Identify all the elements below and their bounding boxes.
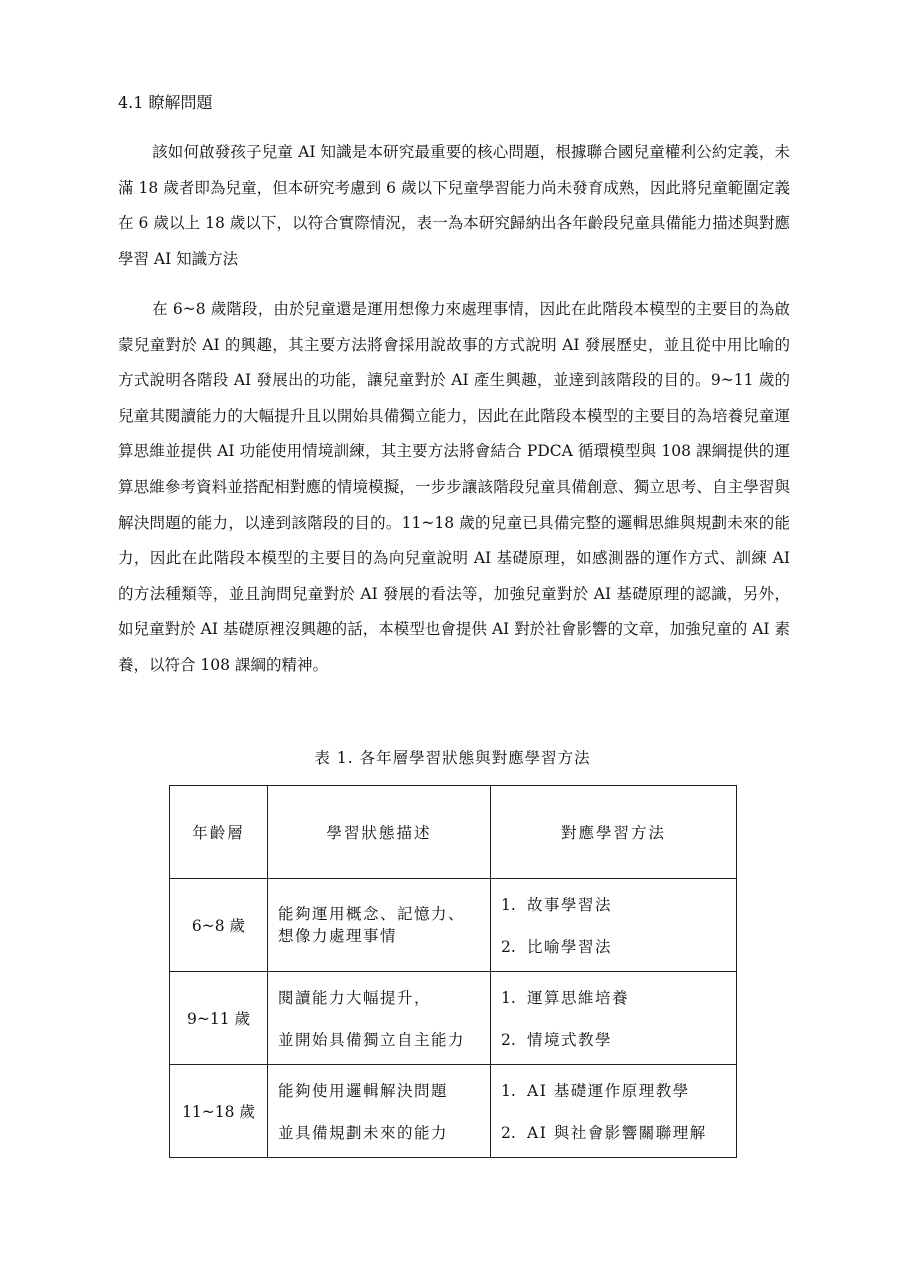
section-heading: 4.1 瞭解問題 <box>118 93 213 112</box>
age-cell: 9~11 歲 <box>170 972 268 1065</box>
methods-cell <box>491 1065 737 1158</box>
method-item: 2. 比喻學習法 <box>501 938 613 956</box>
header-methods: 對應學習方法 <box>491 786 737 879</box>
paragraph-intro-text: 該如何啟發孩子兒童 AI 知識是本研究最重要的核心問題，根據聯合國兒童權利公約定義，未滿 18 歲者即為兒童，但本研究考慮到 6 歲以下兒童學習能力尚未發育成熟，因此將兒童範圍定義在 6 歲以上 18 歲以下，以符合實際情況，表一為本研究歸納出各年齡段兒童具備能力描述與對應學習 AI 知識方法 <box>118 143 790 268</box>
state-cell <box>268 972 491 1065</box>
state-cell <box>268 1065 491 1158</box>
state-cell <box>268 879 491 972</box>
paragraph-intro <box>118 135 790 277</box>
header-state: 學習狀態描述 <box>268 786 491 879</box>
paragraph-age-stages-text: 在 6~8 歲階段，由於兒童還是運用想像力來處理事情，因此在此階段本模型的主要目的為啟蒙兒童對於 AI 的興趣，其主要方法將會採用說故事的方式說明 AI 發展歷史，並且從中用比喻的方式說明各階段 AI 發展出的功能，讓兒童對於 AI 產生興趣，並達到該階段的目的。9~11 歲的兒童其閱讀能力的大幅提升且以開始具備獨立能力，因此在此階段本模型的主要目的為培養兒童運算思維並提供 AI 功能使用情境訓練，其主要方法將會結合 PDCA 循環模型與 108 課綱提供的運算思維參考資料並搭配相對應的情境模擬，一步步讓該階段兒童具備創意、獨立思考、自主學習與解決問題的能力，以達到該階段的目的。11~18 歲的兒童已具備完整的邏輯思維與規劃未來的能力，因此在此階段本模型的主要目的為向兒童說明 AI 基礎原理，如感測器的運作方式、訓練 AI 的方法種類等，並且詢問兒童對於 AI 發展的看法等，加強兒童對於 AI 基礎原理的認識，另外，如兒童對於 AI 基礎原裡沒興趣的話，本模型也會提供 AI 對於社會影響的文章，加強兒童的 AI 素養，以符合 108 課綱的精神。 <box>118 300 790 674</box>
age-cell: 11~18 歲 <box>170 1065 268 1158</box>
table-row <box>170 1065 737 1158</box>
learning-methods-table <box>169 785 737 1158</box>
table-caption: 表 1. 各年層學習狀態與對應學習方法 <box>314 749 591 767</box>
table-header-row <box>170 786 737 879</box>
state-line: 閱讀能力大幅提升， <box>278 989 432 1007</box>
header-age: 年齡層 <box>170 786 268 879</box>
method-item: 1. 運算思維培養 <box>501 989 630 1007</box>
method-item: 1. 故事學習法 <box>501 896 613 914</box>
paragraph-age-stages <box>118 292 790 684</box>
state-line: 想像力處理事情 <box>278 927 398 945</box>
table-row <box>170 879 737 972</box>
state-line: 能夠運用概念、記憶力、 <box>278 905 466 923</box>
method-item: 1. AI 基礎運作原理教學 <box>501 1082 690 1100</box>
state-line: 能夠使用邏輯解決問題 <box>278 1082 449 1100</box>
table-row <box>170 972 737 1065</box>
methods-cell <box>491 972 737 1065</box>
age-cell: 6~8 歲 <box>170 879 268 972</box>
method-item: 2. 情境式教學 <box>501 1031 613 1049</box>
state-line: 並具備規劃未來的能力 <box>278 1124 449 1142</box>
method-item: 2. AI 與社會影響關聯理解 <box>501 1124 707 1142</box>
methods-cell <box>491 879 737 972</box>
state-line: 並開始具備獨立自主能力 <box>278 1031 466 1049</box>
